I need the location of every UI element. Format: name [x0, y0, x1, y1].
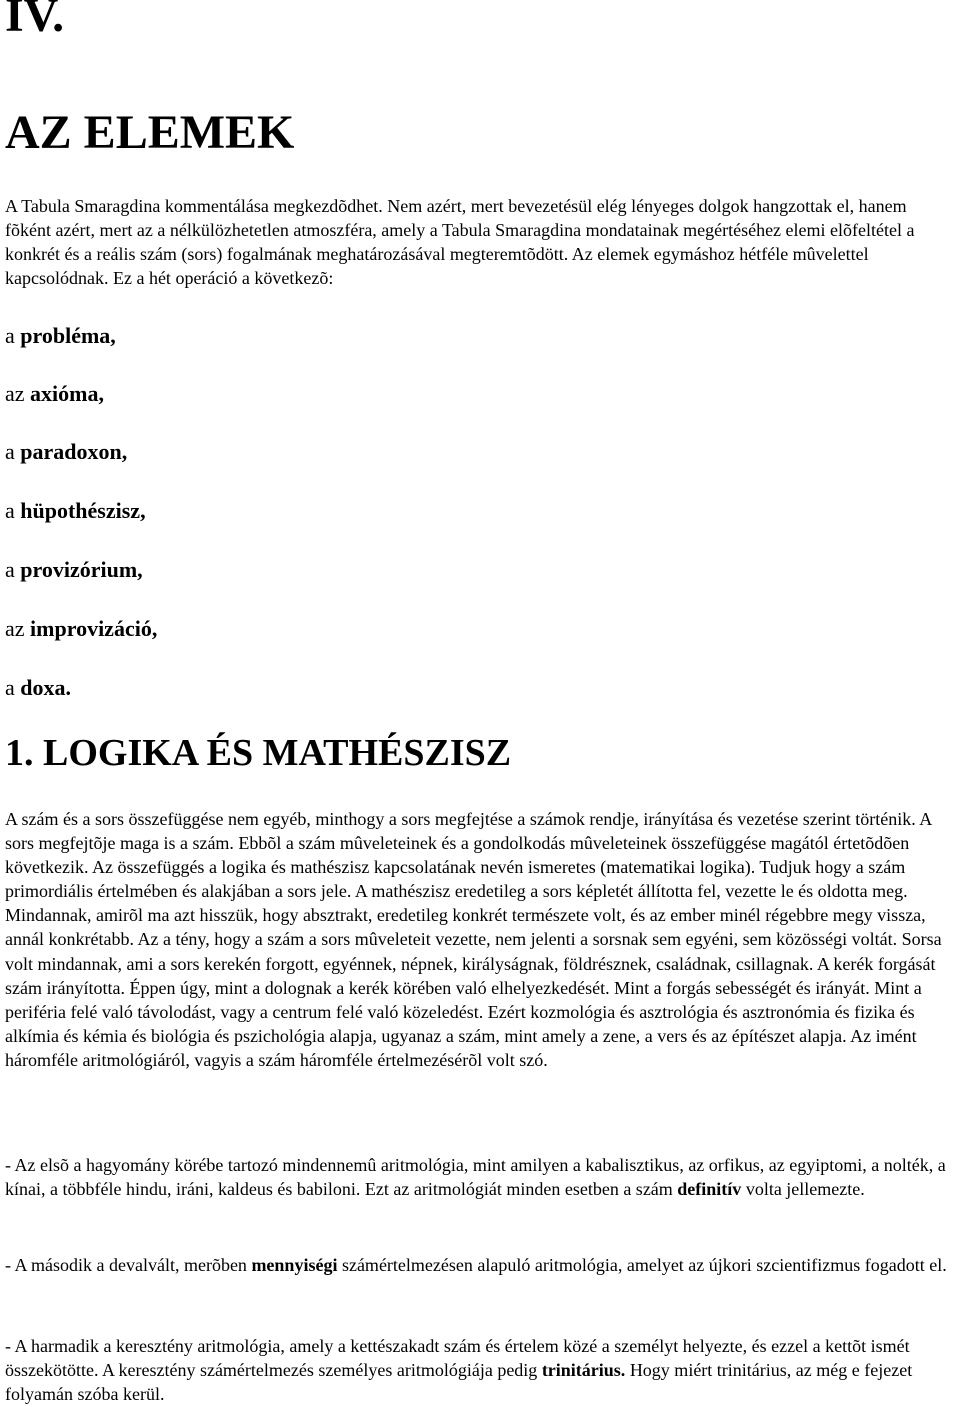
operation-article: a: [5, 675, 21, 700]
section-paragraph-third: [5, 1334, 950, 1406]
operation-item-7: [5, 674, 71, 702]
operation-article: az: [5, 381, 31, 406]
section-paragraph-second: [5, 1253, 950, 1277]
operation-item-5: [5, 556, 143, 584]
operation-term: improvizáció,: [30, 616, 158, 641]
paragraph-text: - A harmadik a keresztény aritmológia, amely a kettészakadt szám és értelem közé a személyt helyezte, és ezzel a kettõt ismét összekötötte. A keresztény számértelmezés személyes aritmológiája pedig: [5, 1336, 910, 1381]
operation-article: a: [5, 323, 21, 348]
operation-term: probléma,: [20, 323, 116, 348]
operation-term: doxa.: [20, 675, 72, 700]
chapter-title: AZ ELEMEK: [5, 106, 295, 159]
paragraph-text: volta jellemezte.: [741, 1179, 865, 1200]
operation-article: az: [5, 616, 31, 641]
emphasis-term: trinitárius.: [541, 1360, 626, 1381]
operation-article: a: [5, 439, 21, 464]
emphasis-term: mennyiségi: [251, 1255, 338, 1275]
operation-item-2: [5, 380, 104, 408]
operation-article: a: [5, 498, 21, 523]
paragraph-text: számértelmezésen alapuló aritmológia, amelyet az újkori szcientifizmus fogadott el.: [337, 1255, 947, 1275]
section-paragraph-first: [5, 1153, 950, 1201]
operation-term: provizórium,: [20, 557, 143, 582]
emphasis-term: definitív: [677, 1179, 742, 1200]
operation-item-6: [5, 615, 157, 643]
intro-paragraph: A Tabula Smaragdina kommentálása megkezdõdhet. Nem azért, mert bevezetésül elég lényeges dolgok hangzottak el, hanem fõként azért, mert az a nélkülözhetetlen atmoszféra, amely a Tabula Smaragdina mondatainak megértéséhez elemi elõfeltétel a konkrét és a reális szám (sors) fogalmának meghatározásával megteremtõdött. Az elemek egymáshoz hétféle mûvelettel kapcsolódnak. Ez a hét operáció a következõ:: [5, 196, 915, 288]
operation-item-4: [5, 497, 146, 525]
paragraph-text: - Az elsõ a hagyomány körébe tartozó mindennemû aritmológia, mint amilyen a kabalisztikus, az orfikus, az egyiptomi, a nolték, a kínai, a többféle hindu, iráni, kaldeus és babiloni. Ezt az aritmológiát minden esetben a szám: [5, 1155, 946, 1200]
paragraph-text: Hogy miért trinitárius, az még e fejezet folyamán szóba kerül.: [5, 1360, 913, 1405]
section-title: 1. LOGIKA ÉS MATHÉSZISZ: [5, 732, 512, 774]
operation-term: hüpothészisz,: [20, 498, 146, 523]
operation-article: a: [5, 557, 21, 582]
paragraph-text: - A második a devalvált, merõben: [5, 1255, 252, 1275]
operation-term: axióma,: [30, 381, 104, 406]
section-paragraph-main: A szám és a sors összefüggése nem egyéb, minthogy a sors megfejtése a számok rendje, irányítása és vezetése szerint történik. A sors megfejtõje maga is a szám. Ebbõl a szám mûveleteinek és a gondolkodás mûveleteinek összefüggése magától értetõdõen következik. Az összefüggés a logika és mathészisz kapcsolatának nevén ismeretes (matematikai logika). Tudjuk hogy a szám primordiális értelmében és alakjában a sors jele. A mathészisz eredetileg a sors képletét állította fel, vezette le és oldotta meg. Mindannak, amirõl ma azt hisszük, hogy absztrakt, eredetileg konkrét természete volt, és az ember minél régebbre megy vissza, annál konkrétabb. Az a tény, hogy a szám a sors mûveleteit vezette, nem jelenti a sorsnak sem egyéni, sem közösségi voltát. Sorsa volt mindannak, ami a sors kerekén forgott, egyénnek, népnek, királyságnak, földrésznek, családnak, csillagnak. A kerék forgását szám irányította. Éppen úgy, mint a dolognak a kerék körében való elhelyezkedését. Mint a forgás sebességét és irányát. Mint a periféria felé való távolodást, vagy a centrum felé való közeledést. Ezért kozmológia és asztrológia és asztronómia és fizika és alkímia és kémia és biológia és pszichológia alapja, ugyanaz a szám, mint amely a zene, a vers és az építészet alapja. Az imént háromféle aritmológiáról, vagyis a szám háromféle értelmezésérõl volt szó.: [5, 809, 942, 1070]
operation-term: paradoxon,: [20, 439, 128, 464]
chapter-number: IV.: [5, 0, 65, 42]
operation-item-3: [5, 438, 127, 466]
operation-item-1: [5, 322, 116, 350]
